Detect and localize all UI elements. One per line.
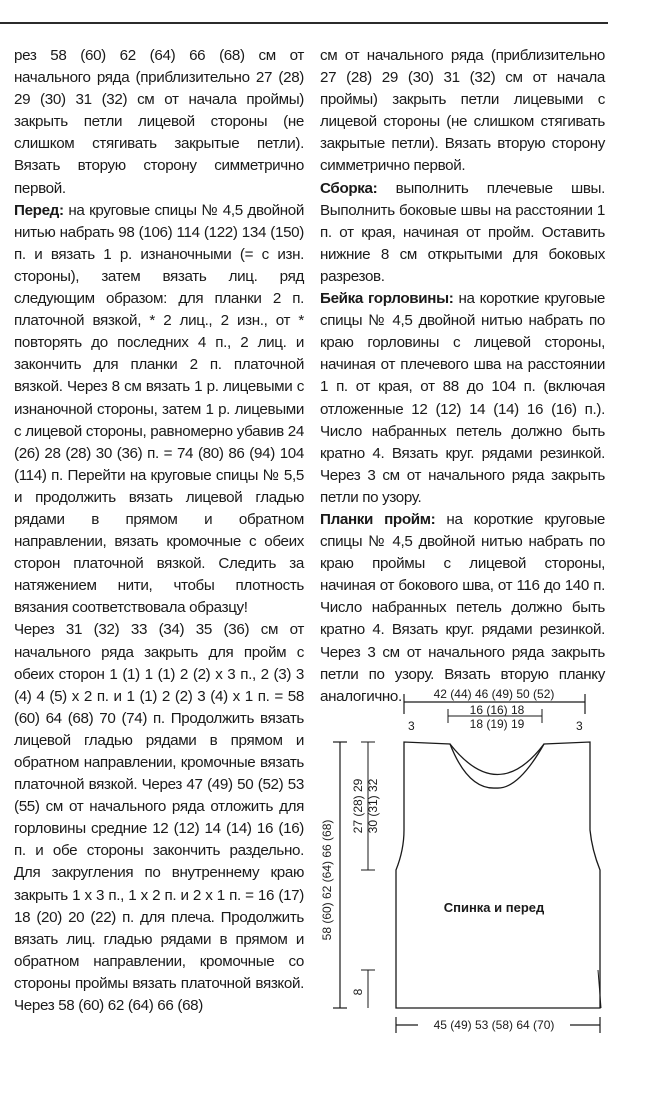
shoulder-drop-right: 3 [576,719,583,733]
paragraph: см от начального ряда (приблизительно 27 (28) 29 (30) 31 (32) см от начала проймы) закрыть петли лицевыми с лицевой стороны (не слишком стягивать закрытые петли). Вязать вторую сторону симметрично первой. [320,47,605,175]
diagram-label: Спинка и перед [443,900,545,915]
text-column-left [14,45,304,1017]
paragraph-front: Перед: на круговые спицы № 4,5 двойной нитью набрать 98 (106) 114 (122) 134 (150) п. и вязать 1 р. изнаночными (= с изн. стороны), затем вязать лиц. ряд следующим образом: для планки 2 п. платочной вязкой, * 2 лиц., 2 изн., от * повторять до последних 4 п., 2 лиц. и закончить для планки 2 п. платочной вязкой. Через 8 см вязать 1 р. лицевыми с изнаночной стороны, затем 1 р. лицевыми с лицевой стороны, равномерно убавив 24 (26) 28 (28) 30 (36) п. = 74 (80) 86 (94) 104 (114) п. Перейти на круговые спицы № 5,5 и продолжить вязать лицевой гладью рядами в прямом и обратном направлении, вязать кромочные с обеих сторон платочной вязкой. Следить за натяжением нити, чтобы плотность вязания соответствовала образцу! [14,201,304,617]
garment-outline [396,742,600,1008]
schematic-diagram [318,680,618,1040]
heading-neckband: Бейка горловины: [320,290,454,308]
neck-width-label-2: 18 (19) 19 [469,717,525,731]
paragraph-neckband: Бейка горловины: на короткие круговые спицы № 4,5 двойной нитью набрать по краю горловины с лицевой стороны, начиная от плечевого шва на расстоянии 1 п. от края, от 88 до 104 п. (включая отложенные 12 (12) 14 (14) 16 (16) п.). Число набранных петель должно быть кратно 4. Вязать круг. рядами резинкой. Через 3 см от начального ряда закрыть петли по узору. [320,290,605,506]
slit-height-label: 8 [351,988,365,996]
top-width-label: 42 (44) 46 (49) 50 (52) [433,687,555,701]
paragraph: рез 58 (60) 62 (64) 66 (68) см от начального ряда (приблизительно 27 (28) 29 (30) 31 (32) см от начала проймы) закрыть петли лицевой стороны (не слишком стягивать закрытые петли). Вязать вторую сторону симметрично первой. [14,47,304,197]
paragraph-armhole-bands: Планки пройм: на короткие круговые спицы № 4,5 двойной нитью набрать по краю проймы с лицевой стороны, начиная от бокового шва, от 116 до 140 п. Число набранных петель должно быть кратно 4. Вязать круг. рядами резинкой. Через 3 см от начального ряда закрыть петли по узору. Вязать вторую планку аналогично. [320,510,605,705]
paragraph: Через 31 (32) 33 (34) 35 (36) см от начального ряда закрыть для пройм с обеих сторон 1 (1) 1 (1) 2 (2) x 3 п., 2 (3) 3 (4) 4 (5) x 2 п. и 1 (1) 2 (2) 3 (4) x 1 п. = 58 (60) 64 (68) 70 (74) п. Продолжить вязать лицевой гладью рядами в прямом и обратном направлении, кромочные вязать платочной вязкой. Через 47 (49) 50 (52) 53 (55) см от начального ряда отложить для горловины средние 12 (12) 14 (14) 16 (16) п. и обе стороны закончить раздельно. Для закругления по внутреннему краю закрыть 1 x 3 п., 1 x 2 п. и 2 x 1 п. = 16 (17) 18 (20) 20 (22) п. для плеча. Продолжить вязать лиц. гладью рядами в прямом и обратном направлении, кромочные со стороны проймы вязать платочной вязкой. Через 58 (60) 62 (64) 66 (68) [14,621,304,1015]
total-height-label: 58 (60) 62 (64) 66 (68) [320,819,334,941]
top-rule [0,22,608,24]
heading-armhole-bands: Планки пройм: [320,510,436,528]
heading-front: Перед: [14,201,64,219]
armhole-height-label: 27 (28) 29 [351,778,365,834]
neck-width-label: 16 (16) 18 [469,703,525,717]
schematic-svg [318,680,618,1040]
armhole-height-label-2: 30 (31) 32 [366,778,380,834]
shoulder-drop-left: 3 [408,719,415,733]
heading-assembly: Сборка: [320,179,378,197]
bottom-width-label: 45 (49) 53 (58) 64 (70) [433,1018,555,1032]
paragraph-assembly: Сборка: выполнить плечевые швы. Выполнить боковые швы на расстоянии 1 п. от края, начиная от пройм. Оставить нижние 8 см открытыми для боковых разрезов. [320,179,605,285]
text-column-right [320,45,605,708]
